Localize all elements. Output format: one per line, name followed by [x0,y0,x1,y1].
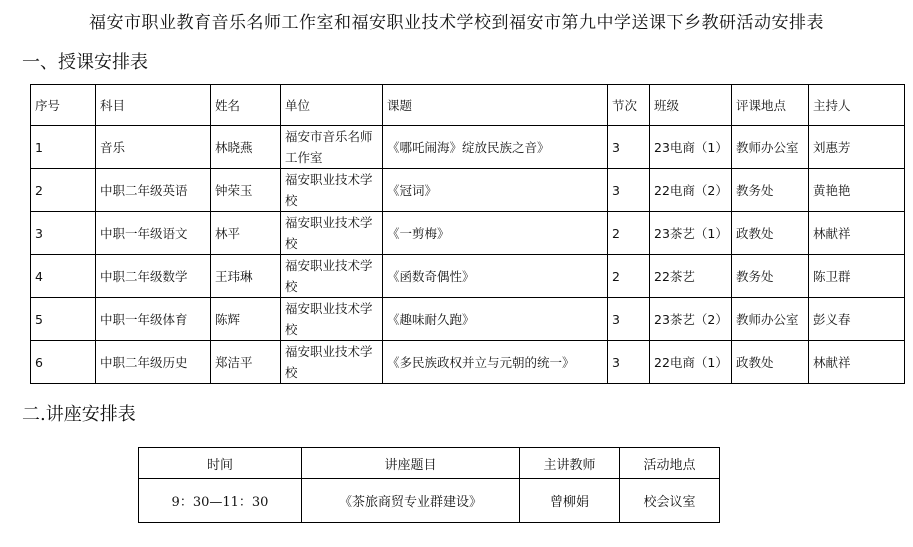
lecture-table-header-cell: 活动地点 [620,448,720,479]
schedule-table-cell: 23茶艺（1） [650,212,732,255]
schedule-table-header-row [31,85,905,126]
schedule-table-cell: 23茶艺（2） [650,298,732,341]
lecture-table-cell: 《茶旅商贸专业群建设》 [302,479,520,523]
schedule-table-cell: 《哪吒闹海》绽放民族之音》 [383,126,608,169]
schedule-table-cell: 3 [608,341,650,384]
schedule-table-cell: 政教处 [732,341,809,384]
schedule-table-cell: 23电商（1） [650,126,732,169]
schedule-table-row [31,255,905,298]
schedule-table-cell: 4 [31,255,96,298]
schedule-table-cell: 3 [608,169,650,212]
schedule-table-cell: 陈辉 [211,298,281,341]
schedule-table-header-cell: 课题 [383,85,608,126]
schedule-table-cell: 5 [31,298,96,341]
schedule-table-cell: 中职二年级历史 [96,341,211,384]
schedule-table-cell: 3 [608,298,650,341]
schedule-table-cell: 2 [608,212,650,255]
lecture-table-header-cell: 时间 [139,448,302,479]
schedule-table-cell: 《冠词》 [383,169,608,212]
schedule-table-cell: 钟荣玉 [211,169,281,212]
schedule-table-cell: 3 [31,212,96,255]
schedule-table-row [31,298,905,341]
schedule-table-cell: 中职二年级数学 [96,255,211,298]
schedule-table-cell: 林献祥 [809,212,905,255]
schedule-table-header-cell: 科目 [96,85,211,126]
lecture-table-cell: 校会议室 [620,479,720,523]
schedule-table-cell: 福安职业技术学校 [281,298,383,341]
schedule-table-header-cell: 评课地点 [732,85,809,126]
schedule-table-row [31,126,905,169]
schedule-table-cell: 1 [31,126,96,169]
schedule-table-cell: 郑洁平 [211,341,281,384]
schedule-table-cell: 22茶艺 [650,255,732,298]
lecture-table-cell: 9：30—11：30 [139,479,302,523]
schedule-table-cell: 2 [31,169,96,212]
schedule-table-cell: 政教处 [732,212,809,255]
lecture-table-row [139,479,720,523]
schedule-table-cell: 王玮琳 [211,255,281,298]
schedule-table-row [31,341,905,384]
schedule-table-cell: 中职一年级语文 [96,212,211,255]
schedule-table-cell: 福安职业技术学校 [281,341,383,384]
schedule-table-cell: 教师办公室 [732,126,809,169]
schedule-table-header-cell: 序号 [31,85,96,126]
lecture-table-cell: 曾柳娟 [520,479,620,523]
schedule-table-cell: 林平 [211,212,281,255]
section-heading-lecture: 二.讲座安排表 [22,404,136,425]
schedule-table-cell: 教务处 [732,255,809,298]
lecture-table-header-cell: 主讲教师 [520,448,620,479]
schedule-table-header-cell: 单位 [281,85,383,126]
lecture-table-header-row [139,448,720,479]
schedule-table-cell: 22电商（1） [650,341,732,384]
schedule-table-cell: 教务处 [732,169,809,212]
schedule-table-cell: 3 [608,126,650,169]
schedule-table-cell: 福安职业技术学校 [281,169,383,212]
schedule-table-cell: 陈卫群 [809,255,905,298]
schedule-table-cell: 《多民族政权并立与元朝的统一》 [383,341,608,384]
schedule-table-cell: 教师办公室 [732,298,809,341]
schedule-table-cell: 林晓燕 [211,126,281,169]
schedule-table-cell: 福安职业技术学校 [281,255,383,298]
schedule-table-header-cell: 班级 [650,85,732,126]
schedule-table-cell: 中职二年级英语 [96,169,211,212]
schedule-table-row [31,169,905,212]
schedule-table-cell: 《一剪梅》 [383,212,608,255]
schedule-table-cell: 彭义春 [809,298,905,341]
schedule-table-cell: 《趣味耐久跑》 [383,298,608,341]
schedule-table-row [31,212,905,255]
schedule-table-header-cell: 姓名 [211,85,281,126]
schedule-table-cell: 中职一年级体育 [96,298,211,341]
schedule-table-cell: 音乐 [96,126,211,169]
lecture-schedule-table [138,447,720,523]
teaching-schedule-table [30,84,905,384]
schedule-table-cell: 22电商（2） [650,169,732,212]
schedule-table-cell: 福安职业技术学校 [281,212,383,255]
schedule-table-cell: 黄艳艳 [809,169,905,212]
schedule-table-header-cell: 节次 [608,85,650,126]
schedule-table-cell: 福安市音乐名师工作室 [281,126,383,169]
schedule-table-cell: 林献祥 [809,341,905,384]
schedule-table-header-cell: 主持人 [809,85,905,126]
page-title: 福安市职业教育音乐名师工作室和福安职业技术学校到福安市第九中学送课下乡教研活动安排表 [89,13,824,33]
schedule-table-cell: 2 [608,255,650,298]
schedule-table-cell: 刘惠芳 [809,126,905,169]
schedule-table-cell: 《函数奇偶性》 [383,255,608,298]
schedule-table-cell: 6 [31,341,96,384]
lecture-table-header-cell: 讲座题目 [302,448,520,479]
section-heading-schedule: 一、授课安排表 [22,52,148,73]
